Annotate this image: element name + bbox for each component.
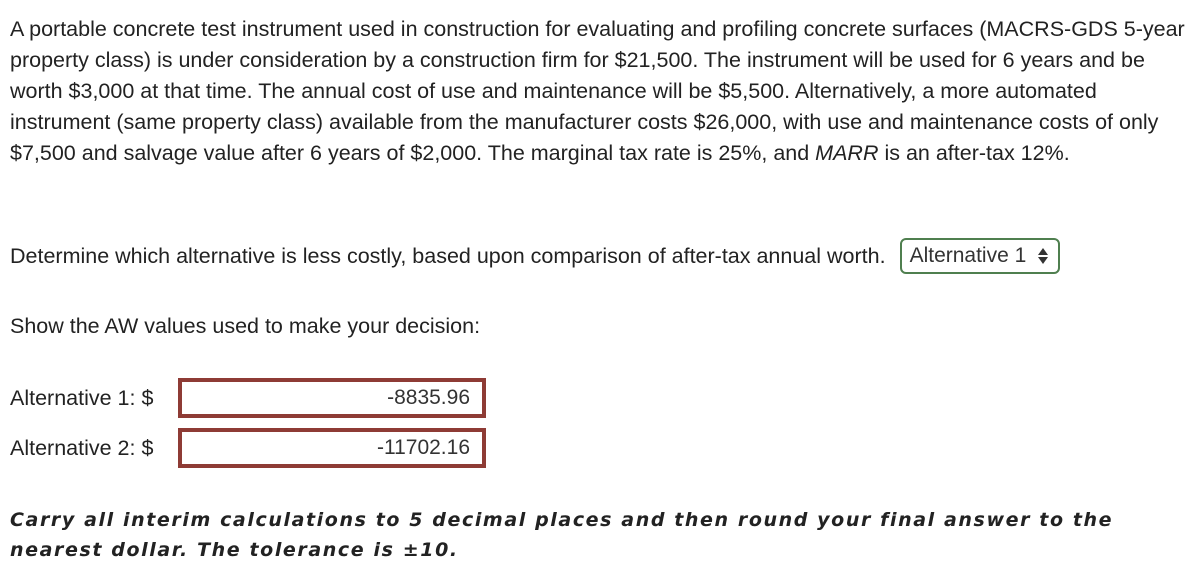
question-row (10, 236, 1060, 276)
answer-row-alternative-1 (10, 378, 486, 418)
alternative-2-aw-input[interactable]: -11702.16 (178, 428, 486, 468)
problem-text-end: is an after-tax 12%. (878, 141, 1070, 165)
alternative-1-aw-input[interactable]: -8835.96 (178, 378, 486, 418)
rounding-note: Carry all interim calculations to 5 decimal places and then round your final answer to the nearest dollar. The tolerance is ±10. (10, 509, 1114, 561)
aw-heading: Show the AW values used to make your decision: (10, 314, 481, 338)
problem-text: A portable concrete test instrument used in construction for evaluating and profiling concrete surfaces (MACRS-GDS 5-year property class) is under consideration by a construction firm for $21,500. The instrument will be used for 6 years and be worth $3,000 at that time. The annual cost of use and maintenance will be $5,500. Alternatively, a more automated instrument (same property class) available from the manufacturer costs $26,000, with use and maintenance costs of only $7,500 and salvage value after 6 years of $2,000. The marginal tax rate is 25%, and (10, 17, 1185, 165)
marr-term: MARR (815, 141, 879, 165)
up-down-arrows-icon (1038, 246, 1048, 266)
answer-row-alternative-2 (10, 428, 486, 468)
alternative-1-label: Alternative 1: $ (10, 385, 154, 410)
alternative-select-value: Alternative 1 (909, 244, 1027, 267)
alternative-2-label: Alternative 2: $ (10, 435, 154, 460)
alternative-select[interactable] (900, 238, 1061, 274)
question-text: Determine which alternative is less costly, based upon comparison of after-tax annual worth. (10, 243, 886, 268)
problem-statement (10, 14, 1195, 169)
